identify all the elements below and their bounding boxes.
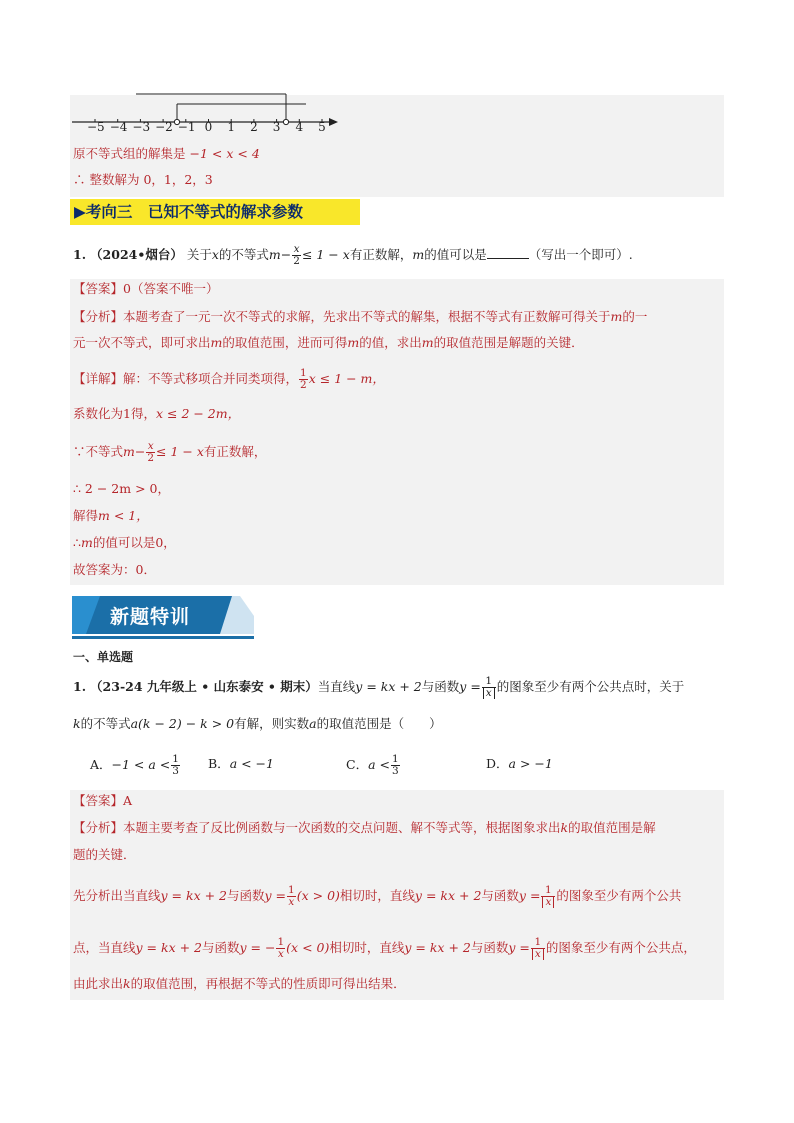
number-line-label: 3: [272, 120, 281, 134]
number-line-label: −4: [109, 120, 128, 134]
detail-line-3: ∵不等式m− $\frac{x}{2}$ ≤ 1 − x有正数解，: [73, 440, 267, 464]
analysis2-line-1: 【分析】本题主要考查了反比例函数与一次函数的交点问题、解不等式等，根据图象求出k的取值范围是解: [73, 820, 656, 835]
question-1: 1. （2024•烟台） 关于x的不等式m− $\frac{x}{2}$ ≤ 1 − x有正数解，m的值可以是 （写出一个即可）.: [73, 243, 633, 267]
number-line-label: −5: [87, 120, 105, 134]
option-b[interactable]: B．a < −1: [208, 756, 274, 771]
detail-line-5: 解得m < 1，: [73, 508, 149, 523]
number-line-labels: [70, 120, 350, 136]
number-line-label: 0: [204, 120, 213, 134]
number-line-label: −3: [132, 120, 151, 134]
analysis2-line-4: 点，当直线y = kx + 2与函数y = − $\frac{1}{x}$ (x < 0)相切时，直线y = kx + 2与函数y = $\frac{1}{x}$ 的图象至少有两个公共点，: [73, 936, 696, 960]
detail-line-1: 【详解】解：不等式移项合并同类项得， $\frac{1}{2}$ x ≤ 1 − m，: [73, 367, 385, 391]
option-a[interactable]: A．−1 < a < $\frac{1}{3}$: [90, 753, 179, 777]
analysis2-line-5: 由此求出k的取值范围，再根据不等式的性质即可得出结果．: [73, 976, 406, 991]
number-line-label: 2: [250, 120, 258, 134]
solution-set-line: 原不等式组的解集是 −1 < x < 4: [73, 146, 260, 161]
part-heading: 一、单选题: [73, 650, 134, 664]
detail-line-4: ∴ 2 − 2m > 0，: [73, 481, 170, 496]
detail-line-6: ∴m的值可以是0，: [73, 535, 176, 550]
fraction: $\frac{x}{2}$: [293, 243, 300, 267]
option-c[interactable]: C．a < $\frac{1}{3}$: [346, 753, 399, 777]
analysis-line-1: 【分析】本题考查了一元一次不等式的求解，先求出不等式的解集，根据不等式有正数解可得关于m的一: [73, 309, 648, 324]
answer-line: 【答案】0（答案不唯一）: [73, 281, 219, 296]
number-line-label: 5: [318, 120, 326, 134]
question-2-line-1: 1. （23-24 九年级上 • 山东泰安 • 期末）当直线y = kx + 2与函数y = $\frac{1}{x}$ 的图象至少有两个公共点时，关于: [73, 675, 685, 699]
number-line-label: 1: [227, 120, 235, 134]
option-d[interactable]: D．a > −1: [486, 756, 553, 771]
number-line-label: 4: [295, 120, 304, 134]
analysis-line-2: 元一次不等式，即可求出m的取值范围，进而可得m的值，求出m的取值范围是解题的关键．: [73, 335, 584, 350]
section-title: ▶考向三 已知不等式的解求参数: [70, 199, 360, 225]
question-2-line-2: k的不等式a(k − 2) − k > 0有解，则实数a的取值范围是（ ）: [73, 716, 442, 731]
section-banner: 新题特训: [72, 594, 256, 642]
analysis2-line-2: 题的关键．: [73, 847, 136, 862]
answer-blank[interactable]: [487, 246, 529, 259]
analysis2-line-3: 先分析出当直线y = kx + 2与函数y = $\frac{1}{x}$ (x > 0)相切时，直线y = kx + 2与函数y = $\frac{1}{x}$ 的图象至少有两个公共: [73, 884, 682, 908]
number-line-label: −2: [155, 120, 173, 134]
answer2-line: 【答案】A: [73, 793, 133, 808]
integer-solutions-line: ∴ 整数解为 0，1，2，3: [73, 172, 213, 187]
detail-line-7: 故答案为：0．: [73, 562, 156, 577]
detail-line-2: 系数化为1得，x ≤ 2 − 2m，: [73, 406, 241, 421]
number-line-label: −1: [177, 120, 196, 134]
